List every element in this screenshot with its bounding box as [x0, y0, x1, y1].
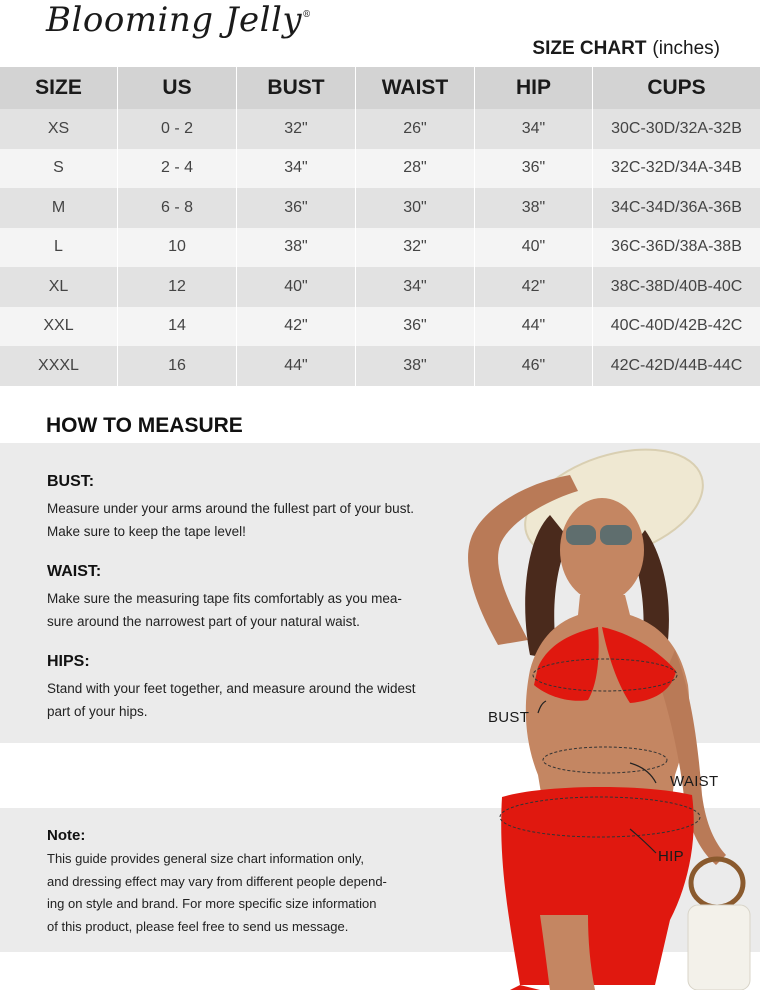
cell-hip: 40" — [475, 228, 593, 268]
col-header-cups: CUPS — [593, 67, 760, 109]
note-line-4: of this product, please feel free to send us message. — [47, 918, 349, 934]
hips-line-1: Stand with your feet together, and measure around the widest — [47, 681, 416, 696]
table-row — [0, 149, 760, 189]
cell-waist: 32" — [356, 228, 475, 268]
model-figure — [430, 445, 760, 990]
how-to-measure-title: HOW TO MEASURE — [46, 414, 243, 437]
bust-line-1: Measure under your arms around the fullest part of your bust. — [47, 501, 414, 516]
hips-instructions — [47, 653, 437, 723]
cell-bust: 36" — [237, 188, 356, 228]
table-row — [0, 346, 760, 386]
note-line-2: and dressing effect may vary from different people depend- — [47, 873, 387, 889]
cell-us: 0 - 2 — [118, 109, 237, 149]
table-row — [0, 188, 760, 228]
straw-bag-handle — [691, 859, 743, 907]
col-header-us: US — [118, 67, 237, 109]
waist-label: WAIST — [670, 773, 719, 790]
hip-label: HIP — [658, 848, 684, 865]
cell-cups: 36C-36D/38A-38B — [593, 228, 760, 268]
bust-instructions — [47, 473, 437, 543]
sunglasses — [566, 525, 596, 545]
hips-heading: HIPS: — [47, 653, 90, 670]
cell-cups: 40C-40D/42B-42C — [593, 307, 760, 347]
col-header-size: SIZE — [0, 67, 118, 109]
bust-label: BUST — [488, 709, 530, 726]
note-block — [47, 827, 437, 938]
cell-size: S — [0, 149, 118, 189]
col-header-hip: HIP — [475, 67, 593, 109]
table-header-row — [0, 67, 760, 109]
waist-line-1: Make sure the measuring tape fits comfortably as you mea- — [47, 591, 402, 606]
straw-bag — [688, 905, 750, 990]
sarong-skirt — [501, 787, 694, 985]
table-row — [0, 109, 760, 149]
cell-us: 10 — [118, 228, 237, 268]
cell-size: XL — [0, 267, 118, 307]
size-chart-unit: (inches) — [652, 38, 720, 59]
waist-heading: WAIST: — [47, 563, 102, 580]
note-line-1: This guide provides general size chart information only, — [47, 851, 364, 866]
cell-waist: 38" — [356, 346, 475, 386]
cell-cups: 38C-38D/40B-40C — [593, 267, 760, 307]
brand-name: Blooming Jelly — [46, 0, 303, 40]
bust-heading: BUST: — [47, 473, 95, 490]
size-chart-title — [532, 38, 720, 60]
cell-bust: 40" — [237, 267, 356, 307]
cell-waist: 28" — [356, 149, 475, 189]
cell-hip: 34" — [475, 109, 593, 149]
note-heading: Note: — [47, 827, 86, 844]
cell-hip: 46" — [475, 346, 593, 386]
cell-cups: 42C-42D/44B-44C — [593, 346, 760, 386]
waist-instructions — [47, 563, 437, 633]
cell-bust: 42" — [237, 307, 356, 347]
col-header-bust: BUST — [237, 67, 356, 109]
head — [560, 498, 644, 602]
cell-hip: 44" — [475, 307, 593, 347]
cell-bust: 38" — [237, 228, 356, 268]
cell-size: L — [0, 228, 118, 268]
cell-size: XS — [0, 109, 118, 149]
cell-waist: 36" — [356, 307, 475, 347]
cell-us: 2 - 4 — [118, 149, 237, 189]
cell-cups: 32C-32D/34A-34B — [593, 149, 760, 189]
cell-bust: 32" — [237, 109, 356, 149]
cell-cups: 30C-30D/32A-32B — [593, 109, 760, 149]
cell-waist: 34" — [356, 267, 475, 307]
cell-cups: 34C-34D/36A-36B — [593, 188, 760, 228]
brand-logo — [46, 0, 312, 40]
table-row — [0, 267, 760, 307]
size-chart-heading: SIZE CHART — [532, 38, 647, 59]
table-row — [0, 228, 760, 268]
cell-bust: 34" — [237, 149, 356, 189]
cell-us: 6 - 8 — [118, 188, 237, 228]
hips-line-2: part of your hips. — [47, 704, 148, 719]
cell-us: 14 — [118, 307, 237, 347]
note-line-3: ing on style and brand. For more specific size information — [47, 896, 377, 911]
waist-line-2: sure around the narrowest part of your natural waist. — [47, 614, 360, 629]
cell-waist: 26" — [356, 109, 475, 149]
cell-size: M — [0, 188, 118, 228]
cell-hip: 36" — [475, 149, 593, 189]
cell-us: 16 — [118, 346, 237, 386]
cell-hip: 38" — [475, 188, 593, 228]
table-row — [0, 307, 760, 347]
cell-size: XXXL — [0, 346, 118, 386]
cell-waist: 30" — [356, 188, 475, 228]
cell-hip: 42" — [475, 267, 593, 307]
bust-line-2: Make sure to keep the tape level! — [47, 524, 246, 539]
cell-us: 12 — [118, 267, 237, 307]
cell-size: XXL — [0, 307, 118, 347]
cell-bust: 44" — [237, 346, 356, 386]
registered-mark: ® — [302, 10, 312, 20]
col-header-waist: WAIST — [356, 67, 475, 109]
size-table — [0, 67, 760, 386]
